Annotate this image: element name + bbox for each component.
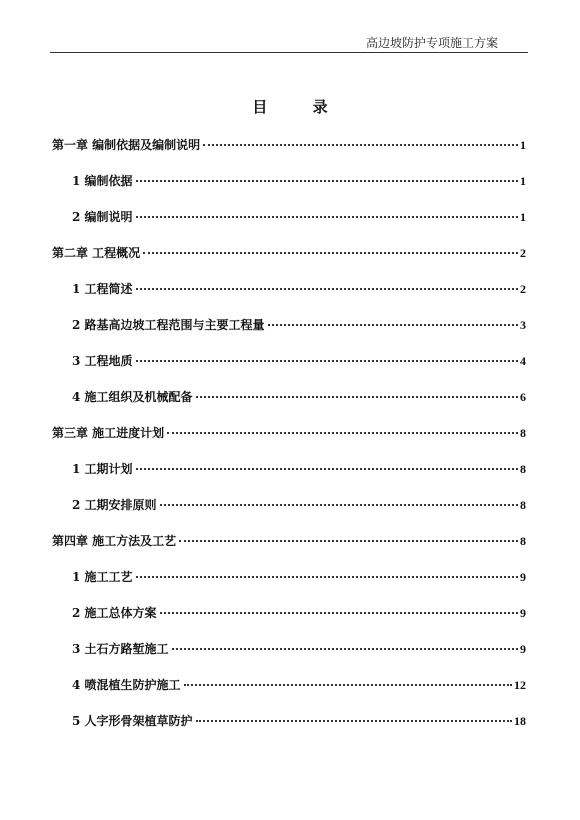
toc-page-number: 1 bbox=[520, 210, 526, 224]
toc-entry-label: 第三章 施工进度计划 bbox=[52, 426, 165, 440]
toc-dot-leader bbox=[167, 432, 518, 434]
toc-section-entry[interactable] bbox=[52, 640, 526, 676]
toc-dot-leader bbox=[172, 648, 518, 650]
toc-page-number: 6 bbox=[520, 390, 526, 404]
toc-dot-leader bbox=[136, 180, 518, 182]
table-of-contents bbox=[52, 136, 526, 748]
toc-page-number: 8 bbox=[520, 426, 526, 440]
toc-entry-label: 3 工程地质 bbox=[72, 354, 133, 368]
toc-dot-leader bbox=[196, 720, 512, 722]
toc-section-entry[interactable] bbox=[52, 208, 526, 244]
toc-section-entry[interactable] bbox=[52, 604, 526, 640]
toc-entry-label: 2 工期安排原则 bbox=[72, 498, 157, 512]
toc-page-number: 9 bbox=[520, 642, 526, 656]
toc-entry-label: 第一章 编制依据及编制说明 bbox=[52, 138, 201, 152]
toc-entry-label: 第四章 施工方法及工艺 bbox=[52, 534, 177, 548]
toc-section-entry[interactable] bbox=[52, 712, 526, 748]
toc-page-number: 1 bbox=[520, 138, 526, 152]
toc-chapter-entry[interactable] bbox=[52, 424, 526, 460]
toc-dot-leader bbox=[160, 612, 518, 614]
toc-entry-label: 4 施工组织及机械配备 bbox=[72, 390, 193, 404]
toc-dot-leader bbox=[136, 288, 518, 290]
toc-dot-leader bbox=[268, 324, 518, 326]
toc-page-number: 3 bbox=[520, 318, 526, 332]
toc-page-number: 8 bbox=[520, 534, 526, 548]
toc-page-number: 2 bbox=[520, 282, 526, 296]
toc-section-entry[interactable] bbox=[52, 280, 526, 316]
toc-page-number: 4 bbox=[520, 354, 526, 368]
page-header bbox=[50, 30, 528, 53]
toc-dot-leader bbox=[184, 684, 512, 686]
toc-entry-label: 1 工期计划 bbox=[72, 462, 133, 476]
toc-section-entry[interactable] bbox=[52, 568, 526, 604]
toc-entry-label: 1 编制依据 bbox=[72, 174, 133, 188]
toc-page-number: 8 bbox=[520, 462, 526, 476]
toc-dot-leader bbox=[203, 144, 518, 146]
toc-section-entry[interactable] bbox=[52, 496, 526, 532]
toc-entry-label: 1 工程简述 bbox=[72, 282, 133, 296]
toc-entry-label: 2 编制说明 bbox=[72, 210, 133, 224]
toc-dot-leader bbox=[160, 504, 518, 506]
toc-dot-leader bbox=[196, 396, 518, 398]
toc-entry-label: 2 路基高边坡工程范围与主要工程量 bbox=[72, 318, 265, 332]
toc-dot-leader bbox=[143, 252, 518, 254]
toc-dot-leader bbox=[136, 576, 518, 578]
toc-entry-label: 5 人字形骨架植草防护 bbox=[72, 714, 193, 728]
toc-section-entry[interactable] bbox=[52, 388, 526, 424]
toc-page-number: 8 bbox=[520, 498, 526, 512]
toc-entry-label: 2 施工总体方案 bbox=[72, 606, 157, 620]
toc-page-number: 18 bbox=[514, 714, 526, 728]
toc-page-number: 2 bbox=[520, 246, 526, 260]
toc-entry-label: 3 土石方路堑施工 bbox=[72, 642, 169, 656]
toc-page-number: 12 bbox=[514, 678, 526, 692]
toc-chapter-entry[interactable] bbox=[52, 532, 526, 568]
toc-section-entry[interactable] bbox=[52, 316, 526, 352]
toc-section-entry[interactable] bbox=[52, 460, 526, 496]
toc-dot-leader bbox=[136, 216, 518, 218]
toc-title: 目 录 bbox=[252, 98, 348, 116]
toc-page-number: 9 bbox=[520, 606, 526, 620]
toc-section-entry[interactable] bbox=[52, 172, 526, 208]
toc-page-number: 1 bbox=[520, 174, 526, 188]
toc-section-entry[interactable] bbox=[52, 676, 526, 712]
toc-dot-leader bbox=[136, 360, 518, 362]
toc-chapter-entry[interactable] bbox=[52, 136, 526, 172]
toc-chapter-entry[interactable] bbox=[52, 244, 526, 280]
toc-entry-label: 1 施工工艺 bbox=[72, 570, 133, 584]
toc-dot-leader bbox=[179, 540, 518, 542]
toc-entry-label: 第二章 工程概况 bbox=[52, 246, 141, 260]
toc-dot-leader bbox=[136, 468, 518, 470]
header-title: 高边坡防护专项施工方案 bbox=[365, 36, 498, 50]
toc-entry-label: 4 喷混植生防护施工 bbox=[72, 678, 181, 692]
toc-page-number: 9 bbox=[520, 570, 526, 584]
toc-section-entry[interactable] bbox=[52, 352, 526, 388]
